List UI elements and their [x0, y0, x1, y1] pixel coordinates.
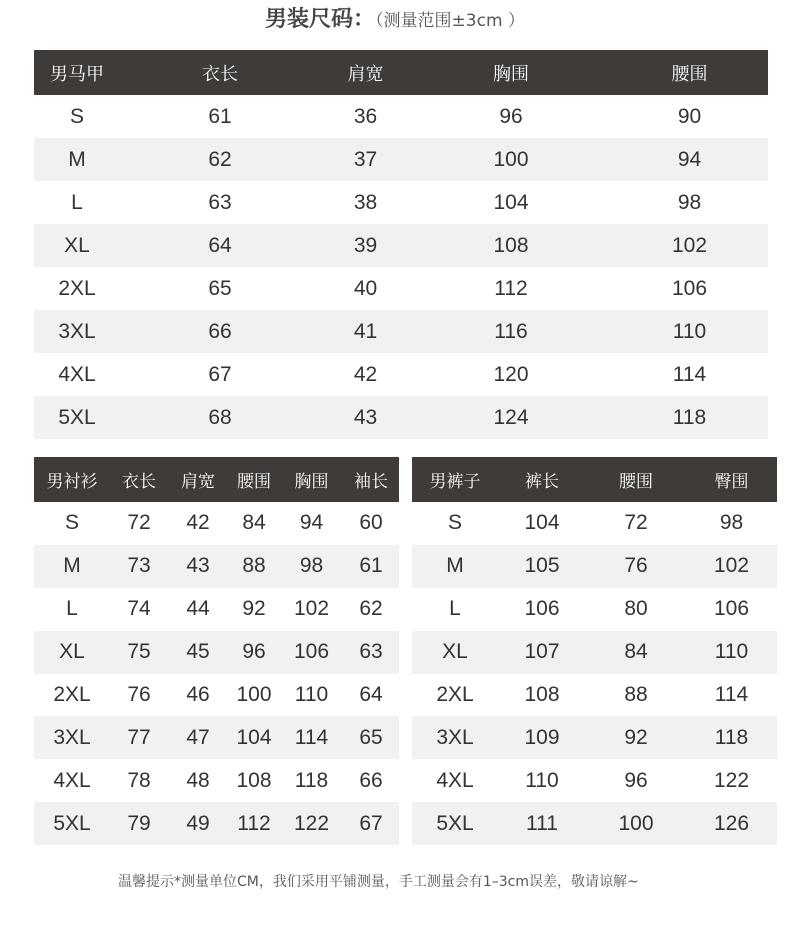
size-label-cell: M	[34, 545, 110, 588]
size-label-cell: S	[34, 95, 120, 138]
footnote: 温馨提示*测量单位CM，我们采用平铺测量，手工测量会有1–3cm误差，敬请谅解~	[118, 874, 639, 890]
measurement-cell: 41	[320, 310, 411, 353]
table-row	[34, 759, 399, 802]
title-note: （测量范围±3cm ）	[375, 11, 525, 31]
table-row	[34, 267, 768, 310]
measurement-cell: 118	[280, 759, 343, 802]
table-header-row	[34, 457, 399, 502]
measurement-cell: 114	[611, 353, 768, 396]
measurement-cell: 122	[280, 802, 343, 845]
table-row	[412, 759, 777, 802]
measurement-cell: 118	[686, 716, 777, 759]
measurement-cell: 106	[280, 631, 343, 674]
size-label-cell: L	[412, 588, 498, 631]
measurement-cell: 102	[280, 588, 343, 631]
measurement-cell: 107	[498, 631, 586, 674]
measurement-cell: 74	[110, 588, 168, 631]
column-header: 男马甲	[34, 50, 120, 95]
size-label-cell: XL	[412, 631, 498, 674]
measurement-cell: 92	[586, 716, 686, 759]
table-row	[34, 353, 768, 396]
size-label-cell: 3XL	[34, 716, 110, 759]
table-row	[412, 802, 777, 845]
column-header: 袖长	[343, 457, 399, 502]
table-row	[34, 545, 399, 588]
pants-size-table	[412, 457, 777, 845]
measurement-cell: 104	[228, 716, 280, 759]
measurement-cell: 118	[611, 396, 768, 439]
measurement-cell: 61	[120, 95, 320, 138]
measurement-cell: 98	[280, 545, 343, 588]
size-label-cell: 4XL	[34, 759, 110, 802]
table-row	[412, 674, 777, 717]
measurement-cell: 75	[110, 631, 168, 674]
size-label-cell: 5XL	[34, 396, 120, 439]
column-header: 腰围	[611, 50, 768, 95]
table-row	[412, 716, 777, 759]
measurement-cell: 72	[110, 502, 168, 545]
measurement-cell: 62	[343, 588, 399, 631]
measurement-cell: 120	[411, 353, 611, 396]
measurement-cell: 42	[168, 502, 228, 545]
measurement-cell: 124	[411, 396, 611, 439]
column-header: 腰围	[586, 457, 686, 502]
measurement-cell: 110	[280, 674, 343, 717]
measurement-cell: 76	[586, 545, 686, 588]
measurement-cell: 40	[320, 267, 411, 310]
measurement-cell: 67	[343, 802, 399, 845]
measurement-cell: 104	[498, 502, 586, 545]
table-row	[34, 310, 768, 353]
measurement-cell: 61	[343, 545, 399, 588]
measurement-cell: 108	[228, 759, 280, 802]
size-label-cell: 5XL	[34, 802, 110, 845]
table-row	[34, 588, 399, 631]
measurement-cell: 126	[686, 802, 777, 845]
measurement-cell: 98	[611, 181, 768, 224]
measurement-cell: 98	[686, 502, 777, 545]
column-header: 男裤子	[412, 457, 498, 502]
size-label-cell: S	[34, 502, 110, 545]
measurement-cell: 42	[320, 353, 411, 396]
measurement-cell: 44	[168, 588, 228, 631]
measurement-cell: 110	[611, 310, 768, 353]
measurement-cell: 96	[411, 95, 611, 138]
measurement-cell: 94	[611, 138, 768, 181]
column-header: 肩宽	[320, 50, 411, 95]
measurement-cell: 100	[586, 802, 686, 845]
size-label-cell: 5XL	[412, 802, 498, 845]
measurement-cell: 88	[586, 674, 686, 717]
size-label-cell: 4XL	[412, 759, 498, 802]
column-header: 肩宽	[168, 457, 228, 502]
measurement-cell: 65	[120, 267, 320, 310]
table-row	[34, 631, 399, 674]
measurement-cell: 110	[498, 759, 586, 802]
size-label-cell: 3XL	[412, 716, 498, 759]
measurement-cell: 65	[343, 716, 399, 759]
measurement-cell: 90	[611, 95, 768, 138]
column-header: 胸围	[280, 457, 343, 502]
measurement-cell: 102	[686, 545, 777, 588]
shirt-size-table	[34, 457, 399, 845]
measurement-cell: 88	[228, 545, 280, 588]
measurement-cell: 73	[110, 545, 168, 588]
measurement-cell: 63	[120, 181, 320, 224]
measurement-cell: 100	[411, 138, 611, 181]
measurement-cell: 106	[686, 588, 777, 631]
measurement-cell: 62	[120, 138, 320, 181]
measurement-cell: 106	[611, 267, 768, 310]
measurement-cell: 64	[343, 674, 399, 717]
measurement-cell: 105	[498, 545, 586, 588]
column-header: 胸围	[411, 50, 611, 95]
measurement-cell: 100	[228, 674, 280, 717]
measurement-cell: 79	[110, 802, 168, 845]
measurement-cell: 109	[498, 716, 586, 759]
measurement-cell: 104	[411, 181, 611, 224]
table-row	[34, 502, 399, 545]
table-row	[34, 95, 768, 138]
table-header-row	[412, 457, 777, 502]
size-label-cell: 2XL	[412, 674, 498, 717]
measurement-cell: 94	[280, 502, 343, 545]
table-header-row	[34, 50, 768, 95]
table-row	[34, 674, 399, 717]
measurement-cell: 114	[686, 674, 777, 717]
size-label-cell: L	[34, 588, 110, 631]
measurement-cell: 102	[611, 224, 768, 267]
table-row	[34, 181, 768, 224]
table-row	[34, 396, 768, 439]
measurement-cell: 96	[228, 631, 280, 674]
measurement-cell: 122	[686, 759, 777, 802]
size-label-cell: 3XL	[34, 310, 120, 353]
measurement-cell: 84	[228, 502, 280, 545]
measurement-cell: 114	[280, 716, 343, 759]
size-label-cell: XL	[34, 631, 110, 674]
title-main: 男装尺码：	[265, 7, 376, 32]
measurement-cell: 96	[586, 759, 686, 802]
measurement-cell: 110	[686, 631, 777, 674]
measurement-cell: 38	[320, 181, 411, 224]
measurement-cell: 64	[120, 224, 320, 267]
page-title	[0, 2, 790, 33]
size-label-cell: 2XL	[34, 674, 110, 717]
table-row	[34, 716, 399, 759]
measurement-cell: 76	[110, 674, 168, 717]
measurement-cell: 46	[168, 674, 228, 717]
measurement-cell: 78	[110, 759, 168, 802]
measurement-cell: 68	[120, 396, 320, 439]
column-header: 衣长	[120, 50, 320, 95]
measurement-cell: 66	[343, 759, 399, 802]
measurement-cell: 108	[411, 224, 611, 267]
measurement-cell: 106	[498, 588, 586, 631]
measurement-cell: 45	[168, 631, 228, 674]
measurement-cell: 77	[110, 716, 168, 759]
size-label-cell: S	[412, 502, 498, 545]
measurement-cell: 112	[228, 802, 280, 845]
table-row	[412, 502, 777, 545]
table-row	[412, 588, 777, 631]
measurement-cell: 67	[120, 353, 320, 396]
column-header: 裤长	[498, 457, 586, 502]
table-row	[34, 802, 399, 845]
measurement-cell: 80	[586, 588, 686, 631]
table-row	[412, 545, 777, 588]
measurement-cell: 36	[320, 95, 411, 138]
measurement-cell: 92	[228, 588, 280, 631]
measurement-cell: 116	[411, 310, 611, 353]
measurement-cell: 66	[120, 310, 320, 353]
measurement-cell: 48	[168, 759, 228, 802]
column-header: 臀围	[686, 457, 777, 502]
vest-size-table	[34, 50, 768, 439]
column-header: 衣长	[110, 457, 168, 502]
measurement-cell: 39	[320, 224, 411, 267]
size-label-cell: M	[34, 138, 120, 181]
measurement-cell: 72	[586, 502, 686, 545]
measurement-cell: 112	[411, 267, 611, 310]
measurement-cell: 37	[320, 138, 411, 181]
measurement-cell: 111	[498, 802, 586, 845]
size-label-cell: 4XL	[34, 353, 120, 396]
measurement-cell: 49	[168, 802, 228, 845]
size-label-cell: XL	[34, 224, 120, 267]
column-header: 腰围	[228, 457, 280, 502]
size-label-cell: M	[412, 545, 498, 588]
measurement-cell: 43	[168, 545, 228, 588]
size-label-cell: L	[34, 181, 120, 224]
table-row	[34, 138, 768, 181]
measurement-cell: 47	[168, 716, 228, 759]
size-label-cell: 2XL	[34, 267, 120, 310]
measurement-cell: 43	[320, 396, 411, 439]
table-row	[412, 631, 777, 674]
measurement-cell: 60	[343, 502, 399, 545]
measurement-cell: 84	[586, 631, 686, 674]
measurement-cell: 108	[498, 674, 586, 717]
measurement-cell: 63	[343, 631, 399, 674]
table-row	[34, 224, 768, 267]
column-header: 男衬衫	[34, 457, 110, 502]
